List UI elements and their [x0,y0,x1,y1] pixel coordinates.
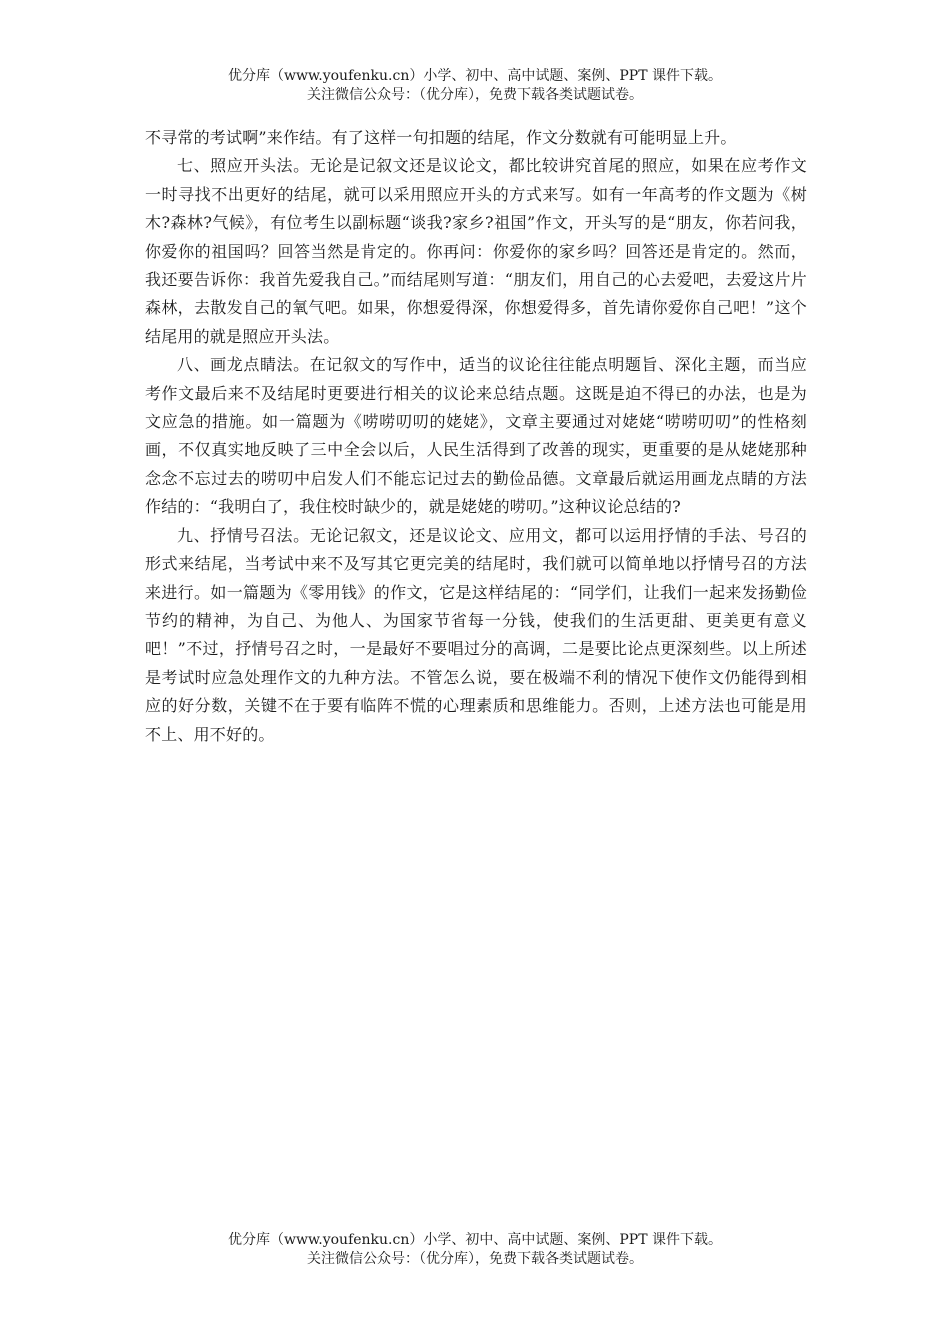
paragraph-method-9: 九、抒情号召法。无论记叙文，还是议论文、应用文，都可以运用抒情的手法、号召的形式来结尾，当考试中来不及写其它更完美的结尾时，我们就可以简单地以抒情号召的方法来进行。如一篇题为《零用钱》的作文，它是这样结尾的：“同学们，让我们一起来发扬勤俭节约的精神，为自己、为他人、为国家节省每一分钱，使我们的生活更甜、更美更有意义吧！”不过，抒情号召之时，一是最好不要唱过分的高调，二是要比论点更深刻些。以上所述是考试时应急处理作文的九种方法。不管怎么说，要在极端不利的情况下使作文仍能得到相应的好分数，关键不在于要有临阵不慌的心理素质和思维能力。否则，上述方法也可能是用不上、用不好的。 [145,525,807,744]
paragraph-method-8: 八、画龙点睛法。在记叙文的写作中，适当的议论往往能点明题旨、深化主题，而当应考作文最后来不及结尾时更要进行相关的议论来总结点题。这既是迫不得已的办法，也是为文应急的措施。如一篇题为《唠唠叨叨的姥姥》，文章主要通过对姥姥“唠唠叨叨”的性格刻画，不仅真实地反映了三中全会以后，人民生活得到了改善的现实，更重要的是从姥姥那种念念不忘过去的唠叨中启发人们不能忘记过去的勤俭品德。文章最后就运用画龙点睛的方法作结的：“我明白了，我住校时缺少的，就是姥姥的唠叨。”这种议论总结的? [145,355,807,517]
footer-line-2: 关注微信公众号：（优分库），免费下载各类试题试卷。 [307,1251,643,1267]
paragraph-method-7: 七、照应开头法。无论是记叙文还是议论文，都比较讲究首尾的照应，如果在应考作文一时寻找不出更好的结尾，就可以采用照应开头的方式来写。如有一年高考的作文题为《树木?森林?气候》，有位考生以副标题“谈我?家乡?祖国”作文，开头写的是“朋友，你若问我，你爱你的祖国吗？回答当然是肯定的。你再问：你爱你的家乡吗？回答还是肯定的。然而，我还要告诉你：我首先爱我自己。”而结尾则写道：“朋友们，用自己的心去爱吧，去爱这片片森林，去散发自己的氧气吧。如果，你想爱得深，你想爱得多，首先请你爱你自己吧！”这个结尾用的就是照应开头法。 [145,156,807,346]
page-footer [0,1231,950,1269]
page-header [0,67,950,105]
document-body [145,124,807,749]
header-line-1: 优分库（www.youfenku.cn）小学、初中、高中试题、案例、PPT 课件下载。 [227,68,722,84]
footer-line-1: 优分库（www.youfenku.cn）小学、初中、高中试题、案例、PPT 课件下载。 [227,1232,722,1248]
header-line-2: 关注微信公众号：（优分库），免费下载各类试题试卷。 [307,87,643,103]
paragraph-continuation: 不寻常的考试啊”来作结。有了这样一句扣题的结尾，作文分数就有可能明显上升。 [145,128,737,147]
